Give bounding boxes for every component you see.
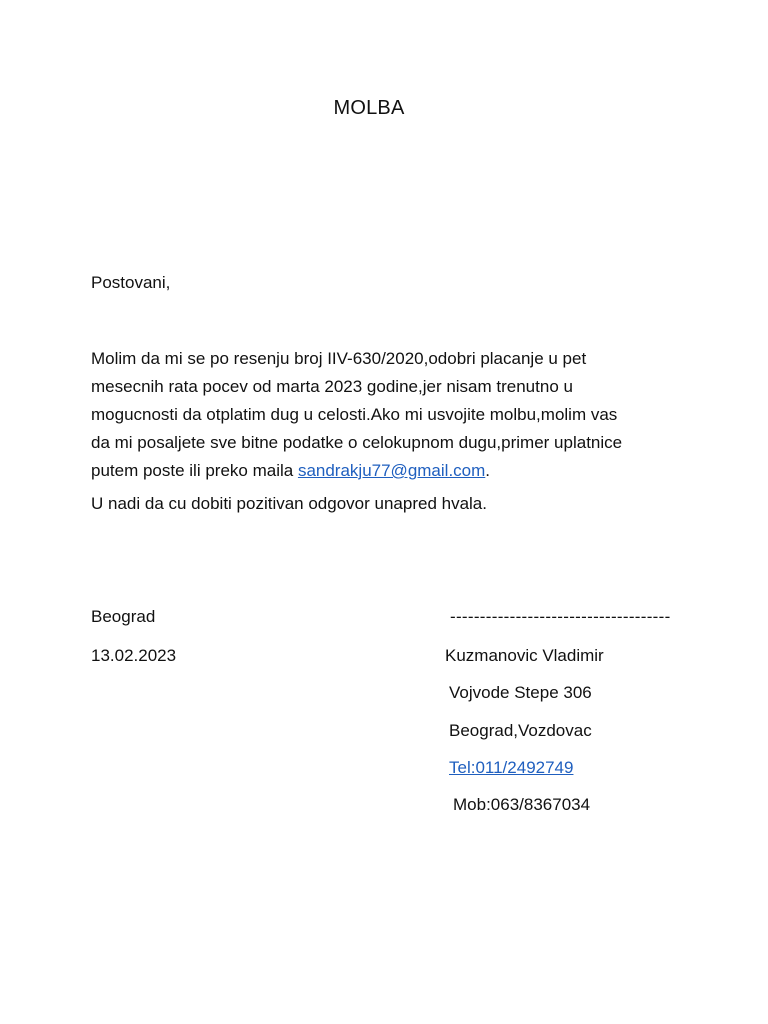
body-line: mesecnih rata pocev od marta 2023 godine,jer nisam trenutno u <box>91 377 573 396</box>
email-link[interactable]: sandrakju77@gmail.com <box>297 461 486 480</box>
body-line: Molim da mi se po resenju broj IIV-630/2020,odobri placanje u pet <box>91 349 587 368</box>
sender-city: Beograd,Vozdovac <box>449 721 592 740</box>
body-line-last <box>91 457 691 485</box>
signature-line: ------------------------------------- <box>450 607 671 626</box>
sender-mob: Mob:063/8367034 <box>453 795 591 814</box>
body-last-suffix: . <box>485 461 491 480</box>
body-last-prefix: putem poste ili preko maila <box>91 461 298 480</box>
document-title: MOLBA <box>333 97 405 119</box>
greeting: Postovani, <box>91 273 171 292</box>
sender-tel[interactable] <box>449 758 573 778</box>
closing-sentence: U nadi da cu dobiti pozitivan odgovor unapred hvala. <box>91 494 487 513</box>
tel-link[interactable]: Tel:011/2492749 <box>449 758 574 777</box>
date: 13.02.2023 <box>91 646 177 665</box>
body-line: mogucnosti da otplatim dug u celosti.Ako mi usvojite molbu,molim vas <box>91 405 618 424</box>
place: Beograd <box>91 607 156 626</box>
body-paragraph <box>91 345 691 485</box>
sender-address: Vojvode Stepe 306 <box>449 683 592 702</box>
sender-name: Kuzmanovic Vladimir <box>445 646 604 665</box>
body-line: da mi posaljete sve bitne podatke o celokupnom dugu,primer uplatnice <box>91 433 623 452</box>
